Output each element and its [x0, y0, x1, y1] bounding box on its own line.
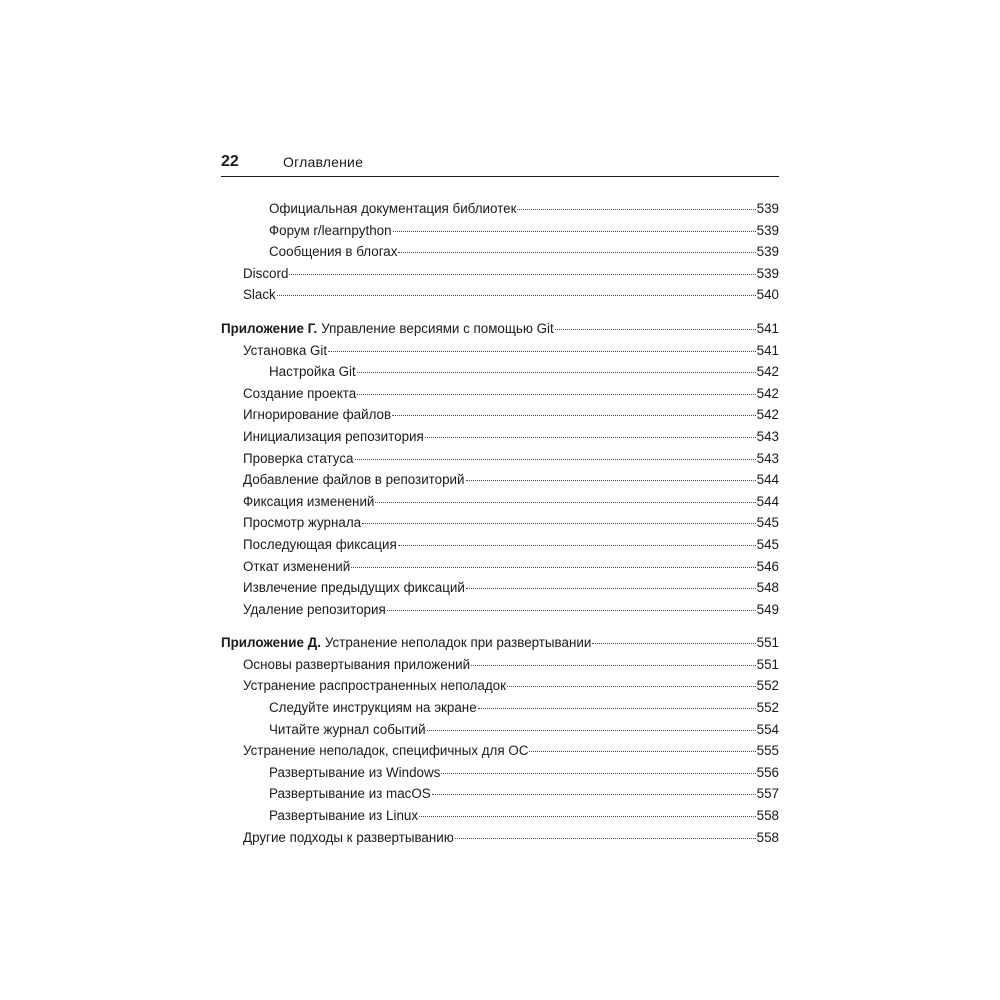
dot-leader [471, 665, 756, 666]
page-reference: 551 [756, 656, 779, 672]
toc-entry[interactable] [221, 657, 779, 679]
dot-leader [355, 459, 756, 460]
entry-title: Устранение неполадок, специфичных для ОС [243, 743, 529, 759]
page-reference: 539 [756, 265, 779, 281]
entry-title: Основы развертывания приложений [243, 656, 471, 672]
toc-entry[interactable] [221, 722, 779, 744]
page-reference: 544 [756, 472, 779, 488]
dot-leader [455, 838, 756, 839]
running-header-title: Оглавление [283, 154, 364, 170]
toc-entry[interactable] [221, 494, 779, 516]
entry-title: Фиксация изменений [243, 493, 375, 509]
toc-entry[interactable] [221, 700, 779, 722]
toc-entry[interactable] [221, 244, 779, 266]
entry-title: Просмотр журнала [243, 515, 362, 531]
entry-title: Развертывание из Linux [269, 808, 419, 824]
toc-group [221, 321, 779, 623]
toc-entry[interactable] [221, 343, 779, 365]
entry-title: Официальная документация библиотек [269, 201, 517, 216]
table-of-contents [221, 201, 779, 863]
toc-entry[interactable] [221, 602, 779, 624]
dot-leader [555, 329, 756, 330]
dot-leader [592, 643, 755, 644]
entry-title: Discord [243, 265, 289, 281]
dot-leader [507, 686, 756, 687]
toc-group [221, 201, 779, 309]
entry-title: Инициализация репозитория [243, 428, 424, 444]
page-reference: 543 [756, 450, 779, 466]
entry-title: Другие подходы к развертыванию [243, 829, 454, 845]
page-reference: 551 [756, 635, 779, 651]
page-reference: 539 [756, 201, 779, 216]
toc-entry[interactable] [221, 266, 779, 288]
page-reference: 558 [756, 808, 779, 824]
entry-title: Следуйте инструкциям на экране [269, 700, 477, 716]
entry-title: Форум r/learnpython [269, 222, 392, 238]
dot-leader [517, 209, 755, 210]
appendix-label: Приложение Д. [221, 635, 321, 651]
dot-leader [351, 567, 755, 568]
page-reference: 544 [756, 493, 779, 509]
entry-title: Создание проекта [243, 385, 357, 401]
toc-entry[interactable] [221, 287, 779, 309]
dot-leader [432, 794, 756, 795]
dot-leader [398, 545, 756, 546]
page-reference: 549 [756, 601, 779, 617]
toc-entry[interactable] [221, 830, 779, 852]
dot-leader [357, 372, 756, 373]
entry-title: Развертывание из macOS [269, 786, 431, 802]
dot-leader [425, 437, 756, 438]
entry-title: Установка Git [243, 342, 328, 358]
toc-entry[interactable] [221, 515, 779, 537]
toc-entry[interactable] [221, 537, 779, 559]
page-reference: 540 [756, 287, 779, 303]
toc-entry[interactable] [221, 678, 779, 700]
page-reference: 542 [756, 385, 779, 401]
toc-entry[interactable] [221, 429, 779, 451]
page-reference: 552 [756, 700, 779, 716]
dot-leader [398, 252, 755, 253]
page-reference: 558 [756, 829, 779, 845]
page-reference: 557 [756, 786, 779, 802]
entry-title: Развертывание из Windows [269, 764, 441, 780]
entry-title: Настройка Git [269, 364, 356, 380]
page-reference: 556 [756, 764, 779, 780]
toc-entry[interactable] [221, 559, 779, 581]
toc-entry[interactable] [221, 223, 779, 245]
toc-entry[interactable] [221, 765, 779, 787]
page-reference: 539 [756, 222, 779, 238]
entry-title: Управление версиями с помощью Git [321, 320, 554, 336]
page-reference: 545 [756, 536, 779, 552]
dot-leader [466, 588, 756, 589]
dot-leader [427, 730, 756, 731]
page-reference: 548 [756, 580, 779, 596]
toc-entry[interactable] [221, 786, 779, 808]
entry-title: Сообщения в блогах [269, 244, 398, 260]
toc-entry[interactable] [221, 386, 779, 408]
dot-leader [478, 708, 756, 709]
page-reference: 545 [756, 515, 779, 531]
dot-leader [466, 480, 756, 481]
entry-title: Читайте журнал событий [269, 721, 426, 737]
dot-leader [362, 523, 756, 524]
page-reference: 539 [756, 244, 779, 260]
page-reference: 543 [756, 428, 779, 444]
page-number: 22 [221, 153, 239, 170]
dot-leader [529, 751, 755, 752]
page-reference: 546 [756, 558, 779, 574]
entry-title: Устранение распространенных неполадок [243, 678, 506, 694]
dot-leader [375, 502, 755, 503]
toc-group [221, 635, 779, 851]
dot-leader [328, 351, 756, 352]
page-reference: 554 [756, 721, 779, 737]
entry-title: Slack [243, 287, 276, 303]
toc-entry[interactable] [221, 580, 779, 602]
entry-title: Откат изменений [243, 558, 351, 574]
page-reference: 542 [756, 407, 779, 423]
toc-entry[interactable] [221, 201, 779, 223]
toc-entry[interactable] [221, 451, 779, 473]
entry-title: Игнорирование файлов [243, 407, 392, 423]
entry-title: Добавление файлов в репозиторий [243, 472, 465, 488]
toc-entry[interactable] [221, 364, 779, 386]
appendix-label: Приложение Г. [221, 320, 318, 336]
toc-entry[interactable] [221, 808, 779, 830]
dot-leader [357, 394, 756, 395]
page-header [221, 152, 779, 177]
toc-appendix-entry[interactable] [221, 321, 779, 343]
toc-appendix-entry[interactable] [221, 635, 779, 657]
dot-leader [277, 295, 756, 296]
toc-entry[interactable] [221, 743, 779, 765]
entry-title: Удаление репозитория [243, 601, 386, 617]
entry-title: Проверка статуса [243, 450, 354, 466]
dot-leader [289, 274, 755, 275]
entry-title: Извлечение предыдущих фиксаций [243, 580, 465, 596]
page-reference: 541 [756, 320, 779, 336]
page-reference: 542 [756, 364, 779, 380]
page-reference: 555 [756, 743, 779, 759]
entry-title: Последующая фиксация [243, 536, 397, 552]
dot-leader [419, 816, 756, 817]
toc-entry[interactable] [221, 472, 779, 494]
entry-title: Устранение неполадок при развертывании [324, 635, 592, 651]
dot-leader [393, 231, 756, 232]
dot-leader [387, 610, 756, 611]
page-reference: 541 [756, 342, 779, 358]
page-reference: 552 [756, 678, 779, 694]
toc-entry[interactable] [221, 407, 779, 429]
dot-leader [392, 415, 756, 416]
dot-leader [441, 773, 755, 774]
